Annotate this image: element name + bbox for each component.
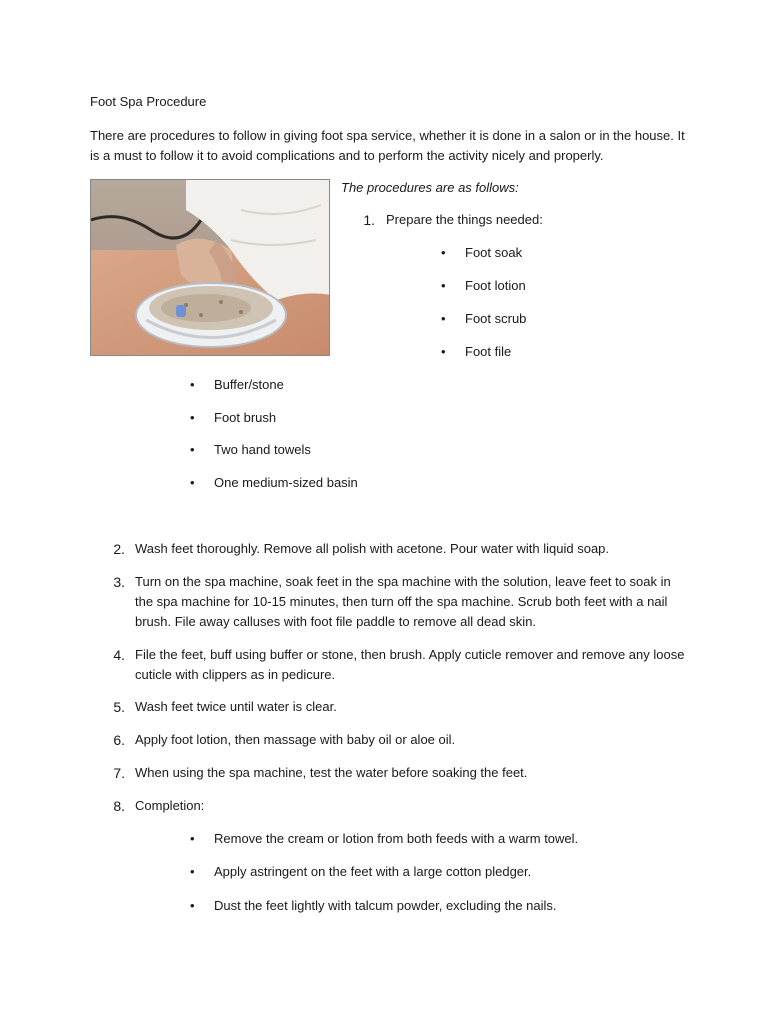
intro-paragraph: There are procedures to follow in giving foot spa service, whether it is done in a salon or in the house. It is a must to follow it to avoid complications and to perform the activity nicely and properly. xyxy=(90,128,685,163)
step-text: Apply foot lotion, then massage with baby oil or aloe oil. xyxy=(135,732,456,747)
step-text: Wash feet thoroughly. Remove all polish with acetone. Pour water with liquid soap. xyxy=(135,541,610,556)
list-item: Foot lotion xyxy=(465,278,526,293)
list-item: Apply astringent on the feet with a large cotton pledger. xyxy=(214,864,532,879)
step-number: 3. xyxy=(113,574,125,590)
step-text: Completion: xyxy=(135,798,205,813)
bullet-icon: • xyxy=(190,410,195,425)
step-text: Wash feet twice until water is clear. xyxy=(135,699,337,714)
bullet-icon: • xyxy=(190,831,195,846)
step-text: When using the spa machine, test the water before soaking the feet. xyxy=(135,765,528,780)
list-item: One medium-sized basin xyxy=(214,475,358,490)
foot-spa-photo-drawing xyxy=(91,180,330,356)
step-number: 7. xyxy=(113,765,125,781)
foot-spa-photo xyxy=(90,179,330,356)
step-text: Turn on the spa machine, soak feet in the spa machine with the solution, leave feet to soak in the spa machine for 10-15 minutes, then turn off the spa machine. Scrub both feet with a nail brush. File away calluses with foot file paddle to remove all dead skin. xyxy=(135,574,671,629)
step-number: 2. xyxy=(113,541,125,557)
document-title: Foot Spa Procedure xyxy=(90,94,207,109)
bullet-icon: • xyxy=(190,864,195,879)
bullet-icon: • xyxy=(441,245,446,260)
step-text: File the feet, buff using buffer or stone, then brush. Apply cuticle remover and remove any loose cuticle with clippers as in pedicure. xyxy=(135,647,685,682)
list-item: Buffer/stone xyxy=(214,377,284,392)
bullet-icon: • xyxy=(190,898,195,913)
step-number: 6. xyxy=(113,732,125,748)
list-item: Foot scrub xyxy=(465,311,527,326)
bullet-icon: • xyxy=(441,311,446,326)
bullet-icon: • xyxy=(190,442,195,457)
bullet-icon: • xyxy=(441,278,446,293)
step-number: 5. xyxy=(113,699,125,715)
step-text: Prepare the things needed: xyxy=(386,212,543,227)
bullet-icon: • xyxy=(190,475,195,490)
bullet-icon: • xyxy=(190,377,195,392)
list-item: Dust the feet lightly with talcum powder, excluding the nails. xyxy=(214,898,557,913)
step-number: 4. xyxy=(113,647,125,663)
procedures-heading: The procedures are as follows: xyxy=(341,180,519,195)
list-item: Foot brush xyxy=(214,410,277,425)
list-item: Foot file xyxy=(465,344,512,359)
list-item: Remove the cream or lotion from both feeds with a warm towel. xyxy=(214,831,579,846)
list-item: Two hand towels xyxy=(214,442,311,457)
step-number: 1. xyxy=(363,212,375,228)
step-number: 8. xyxy=(113,798,125,814)
list-item: Foot soak xyxy=(465,245,523,260)
bullet-icon: • xyxy=(441,344,446,359)
